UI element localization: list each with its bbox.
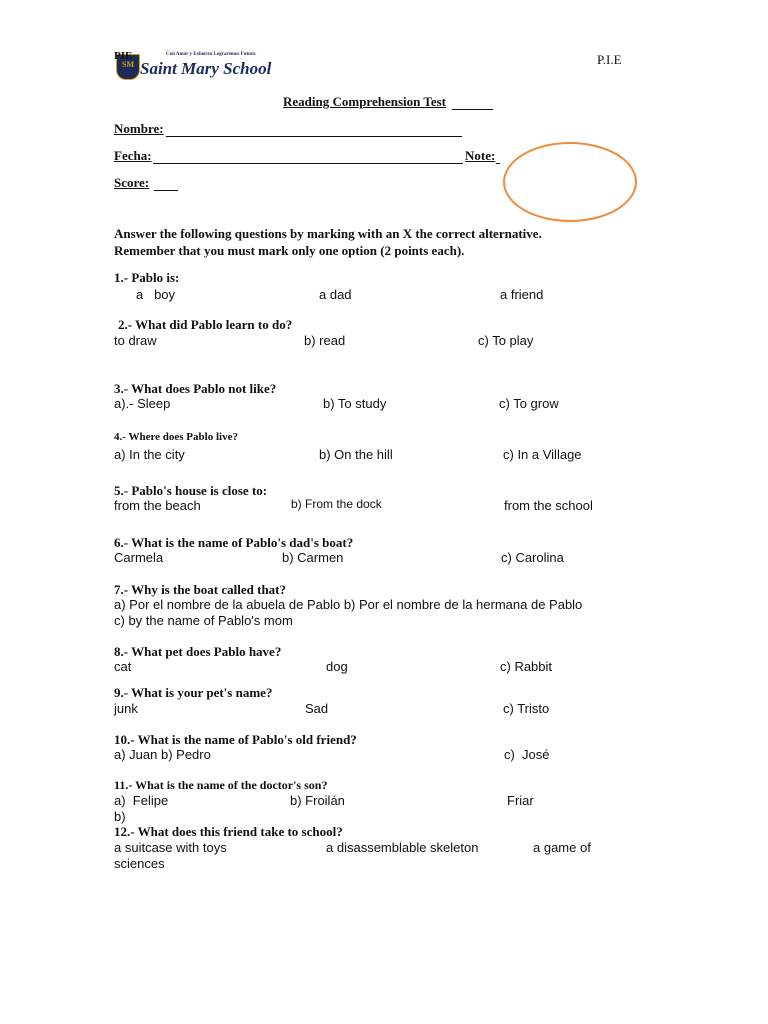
q11-option-a[interactable]: a) Felipe — [114, 793, 169, 808]
question-8: 8.- What pet does Pablo have? — [114, 644, 282, 659]
q6-option-b[interactable]: b) Carmen — [282, 550, 344, 565]
q9-option-c[interactable]: c) Tristo — [503, 701, 550, 716]
q11-option-c[interactable]: Friar — [507, 793, 534, 808]
nombre-field[interactable] — [166, 136, 462, 137]
q9-option-b[interactable]: Sad — [305, 701, 329, 716]
fecha-field[interactable] — [153, 163, 463, 164]
q7-option-c[interactable]: c) by the name of Pablo's mom — [114, 613, 293, 628]
question-6: 6.- What is the name of Pablo's dad's boat? — [114, 535, 354, 550]
logo-badge: SM — [122, 60, 134, 69]
fecha-label: Fecha: — [114, 148, 152, 163]
instructions-line-2: Remember that you must mark only one option (2 points each). — [114, 243, 465, 258]
q10-options-ab[interactable]: a) Juan b) Pedro — [114, 747, 211, 762]
q12-option-c[interactable]: a game of — [533, 840, 591, 855]
question-4: 4.- Where does Pablo live? — [114, 431, 238, 443]
question-11: 11.- What is the name of the doctor's son? — [114, 778, 328, 792]
q11-option-b[interactable]: b) Froilán — [290, 793, 345, 808]
q12-option-b[interactable]: a disassemblable skeleton — [326, 840, 479, 855]
q1-option-a[interactable]: a boy — [136, 287, 176, 302]
logo-pie-overlay: PIE — [114, 50, 133, 62]
q2-option-a[interactable]: to draw — [114, 333, 157, 348]
q4-option-b[interactable]: b) On the hill — [319, 447, 393, 462]
q10-option-c[interactable]: c) José — [504, 747, 550, 762]
q3-option-c[interactable]: c) To grow — [499, 396, 559, 411]
q2-option-c[interactable]: c) To play — [478, 333, 534, 348]
q11-option-b-wrap: b) — [114, 809, 126, 824]
note-circle — [502, 142, 638, 224]
instructions-line-1: Answer the following questions by marking with an X the correct alternative. — [114, 226, 542, 241]
note-underline — [496, 163, 500, 164]
q6-option-a[interactable]: Carmela — [114, 550, 164, 565]
score-label: Score: — [114, 175, 150, 190]
q6-option-c[interactable]: c) Carolina — [501, 550, 564, 565]
q8-option-a[interactable]: cat — [114, 659, 132, 674]
question-12: 12.- What does this friend take to school? — [114, 824, 343, 839]
school-logo — [112, 50, 272, 82]
q1-option-b[interactable]: a dad — [319, 287, 352, 302]
question-3: 3.- What does Pablo not like? — [114, 381, 277, 396]
note-label: Note: — [465, 148, 496, 163]
q3-option-a[interactable]: a).- Sleep — [114, 396, 171, 411]
question-7: 7.- Why is the boat called that? — [114, 582, 287, 597]
q4-option-c[interactable]: c) In a Village — [503, 447, 582, 462]
q1-option-c[interactable]: a friend — [500, 287, 544, 302]
pie-label: P.I.E — [597, 52, 622, 67]
question-1: 1.- Pablo is: — [114, 270, 180, 285]
q2-option-b[interactable]: b) read — [304, 333, 346, 348]
logo-motto: Con Amor y Esfuerzo Lograremos Futuro — [166, 52, 256, 57]
q3-option-b[interactable]: b) To study — [323, 396, 387, 411]
nombre-label: Nombre: — [114, 121, 164, 136]
q8-option-c[interactable]: c) Rabbit — [500, 659, 553, 674]
question-9: 9.- What is your pet's name? — [114, 685, 273, 700]
page-title: Reading Comprehension Test — [283, 94, 447, 109]
q4-option-a[interactable]: a) In the city — [114, 447, 185, 462]
q8-option-b[interactable]: dog — [326, 659, 348, 674]
question-5: 5.- Pablo's house is close to: — [114, 483, 268, 498]
q7-options-ab[interactable]: a) Por el nombre de la abuela de Pablo b) Por el nombre de la hermana de Pablo — [114, 597, 583, 612]
q12-option-a[interactable]: a suitcase with toys — [114, 840, 227, 855]
q5-option-c[interactable]: from the school — [504, 498, 593, 513]
q9-option-a[interactable]: junk — [114, 701, 138, 716]
question-10: 10.- What is the name of Pablo's old friend? — [114, 732, 357, 747]
q5-option-b[interactable]: b) From the dock — [291, 497, 382, 511]
score-field[interactable] — [154, 190, 178, 191]
q12-option-c-wrap: sciences — [114, 856, 165, 871]
q5-option-a[interactable]: from the beach — [114, 498, 201, 513]
question-2: 2.- What did Pablo learn to do? — [118, 317, 293, 332]
logo-school-name: Saint Mary School — [140, 59, 272, 78]
title-underline — [452, 109, 493, 110]
